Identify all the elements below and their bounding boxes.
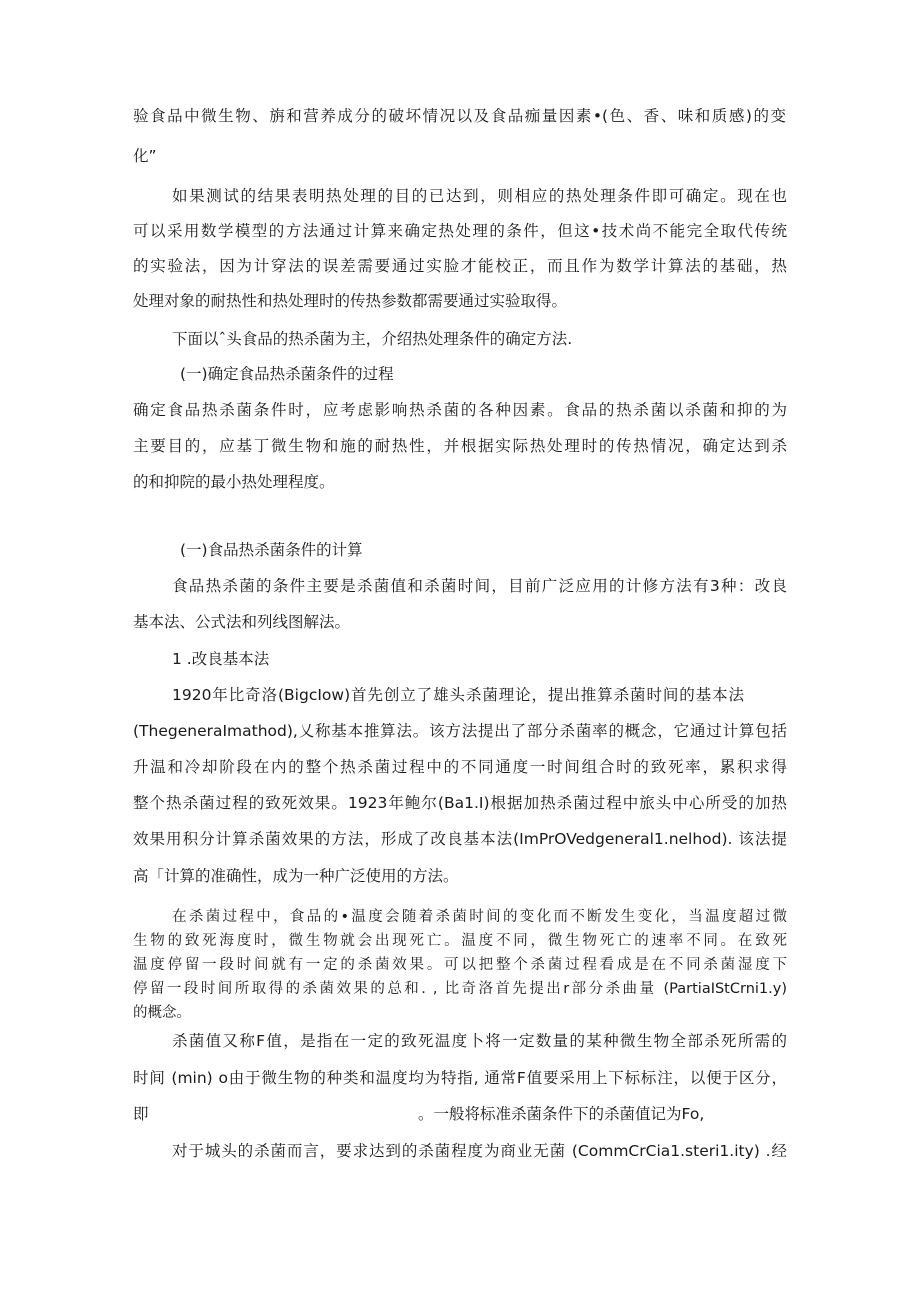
text-line: 杀菌值又称F值，是指在一定的致死温度卜将一定数量的某种微生物全部杀死所需的 <box>172 1032 787 1050</box>
section-heading: (一)确定食品热杀菌条件的过程 <box>180 365 394 383</box>
text-line: 食品热杀菌的条件主要是杀菌值和杀菌时间，目前广泛应用的计修方法有3种：改良 <box>172 577 787 595</box>
text-line: 温度停留一段时间就有一定的杀菌效果。可以把整个杀菌过程看成是在不同杀菌湿度下 <box>133 957 787 973</box>
text-line: 即 <box>133 1105 149 1123</box>
text-line: 下面以ˆ头食品的热杀菌为主，介绍热处理条件的确定方法. <box>172 330 573 348</box>
text-line: 在杀菌过程中，食品的•温度会随着杀菌时间的变化而不断发生变化，当温度超过微 <box>172 909 787 925</box>
text-line: 的和抑院的最小热处理程度。 <box>133 473 335 491</box>
text-line: 时间 (min) o由于微生物的种类和温度均为特指, 通常F值要采用上下标标注，以便于区分， <box>133 1069 787 1087</box>
text-line: 整个热杀菌过程的致死效果。1923年鲍尔(Ba1.I)根据加热杀菌过程中旅头中心所受的加热 <box>133 794 787 812</box>
text-line: 。一般将标准杀菌条件下的杀菌值记为Fo, <box>418 1105 705 1123</box>
text-line: 1920年比奇洛(BigcIow)首先创立了雄头杀菌理论，提出推算杀菌时间的基本法 <box>172 686 744 704</box>
text-line: 确定食品热杀菌条件时，应考虑影响热杀菌的各种因素。食品的热杀菌以杀菌和抑的为 <box>133 401 787 419</box>
text-line: 基本法、公式法和列线图解法。 <box>133 613 351 631</box>
text-line: (ThegeneraImathod),乂称基本推算法。该方法提出了部分杀菌率的概念，它通过计算包括 <box>133 722 787 740</box>
text-line: 的概念。 <box>133 1005 191 1021</box>
text-line: 验食品中微生物、旃和营养成分的破坏情况以及食品痂量因素•(色、香、味和质感)的变 <box>133 107 786 125</box>
text-line: 效果用积分计算杀菌效果的方法，形成了改良基本法(ImPrOVedgeneral1.nelhod). 该法提 <box>133 830 787 848</box>
text-line: 主要目的，应基丁微生物和施的耐热性，并根据实际热处理时的传热情况，确定达到杀 <box>133 437 787 455</box>
text-line: 生物的致死海度时，微生物就会出现死亡。温度不同，微生物死亡的速率不同。在致死 <box>133 933 787 949</box>
text-line: 对于城头的杀菌而言，要求达到的杀菌程度为商业无菌 (CommCrCia1.steri1.ity) .经 <box>172 1142 787 1160</box>
text-line: 升温和冷却阶段在内的整个热杀菌过程中的不同通度一时间组合时的致死率，累积求得 <box>133 758 787 776</box>
text-line: 可以采用数学模型的方法通过计算来确定热处理的条件，但这•技术尚不能完全取代传统 <box>133 222 787 240</box>
text-line: 处理对象的耐热性和热处理时的传热参数都需要通过实验取得。 <box>133 292 568 310</box>
subsection-heading: 1 .改良基本法 <box>172 650 270 668</box>
text-line: 化” <box>133 147 157 165</box>
text-line: 如果测试的结果表明热处理的目的已达到，则相应的热处理条件即可确定。现在也 <box>172 187 787 205</box>
text-line: 高「计算的准确性，成为一种广泛使用的方法。 <box>133 867 459 885</box>
text-line: 停留一段时间所取得的杀菌效果的总和. , 比奇洛首先提出r部分杀曲量 (PartiaIStCrni1.y) <box>133 981 787 997</box>
section-heading: (一)食品热杀菌条件的计算 <box>180 541 363 559</box>
text-line: 的实验法，因为计穿法的误差需要通过实脸才能校正，而且作为数学计算法的基础，热 <box>133 257 787 275</box>
